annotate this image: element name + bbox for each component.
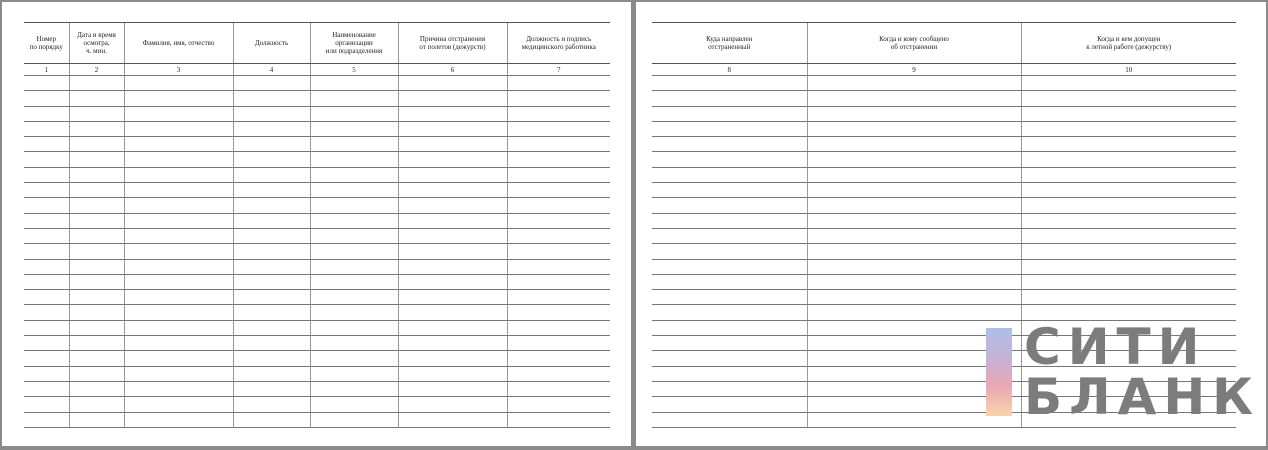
blank-entry-row bbox=[652, 274, 1236, 289]
col-header-medic-signature: Должность и подпись медицинского работника bbox=[507, 23, 610, 64]
blank-cell bbox=[398, 412, 507, 427]
blank-cell bbox=[124, 198, 233, 213]
blank-cell bbox=[310, 167, 398, 182]
blank-cell bbox=[807, 274, 1021, 289]
blank-cell bbox=[1021, 290, 1236, 305]
blank-cell bbox=[124, 412, 233, 427]
blank-cell bbox=[807, 137, 1021, 152]
blank-cell bbox=[24, 198, 69, 213]
blank-entry-row bbox=[652, 91, 1236, 106]
blank-cell bbox=[652, 305, 807, 320]
blank-cell bbox=[24, 213, 69, 228]
blank-cell bbox=[124, 274, 233, 289]
citiblank-watermark-logo bbox=[986, 318, 1261, 426]
blank-cell bbox=[398, 213, 507, 228]
blank-cell bbox=[124, 397, 233, 412]
blank-cell bbox=[233, 228, 310, 243]
blank-cell bbox=[69, 244, 124, 259]
blank-cell bbox=[310, 106, 398, 121]
blank-cell bbox=[1021, 121, 1236, 136]
blank-cell bbox=[1021, 228, 1236, 243]
blank-cell bbox=[652, 259, 807, 274]
blank-cell bbox=[310, 121, 398, 136]
blank-cell bbox=[233, 91, 310, 106]
blank-cell bbox=[124, 152, 233, 167]
blank-cell bbox=[652, 106, 807, 121]
blank-cell bbox=[807, 76, 1021, 91]
col-number: 7 bbox=[507, 64, 610, 76]
blank-cell bbox=[310, 152, 398, 167]
blank-cell bbox=[507, 244, 610, 259]
journal-table-left bbox=[24, 22, 610, 428]
blank-cell bbox=[807, 259, 1021, 274]
col-header-destination: Куда направлен отстраненный bbox=[652, 23, 807, 64]
blank-cell bbox=[398, 76, 507, 91]
blank-entry-row bbox=[24, 336, 610, 351]
blank-cell bbox=[24, 290, 69, 305]
blank-cell bbox=[652, 397, 807, 412]
blank-cell bbox=[1021, 183, 1236, 198]
blank-cell bbox=[69, 183, 124, 198]
blank-cell bbox=[807, 213, 1021, 228]
blank-cell bbox=[652, 336, 807, 351]
column-number-row bbox=[24, 64, 610, 76]
blank-cell bbox=[652, 381, 807, 396]
header-row bbox=[24, 23, 610, 64]
col-header-position: Должность bbox=[233, 23, 310, 64]
blank-cell bbox=[1021, 213, 1236, 228]
blank-cell bbox=[124, 106, 233, 121]
blank-cell bbox=[1021, 76, 1236, 91]
blank-cell bbox=[24, 152, 69, 167]
blank-cell bbox=[398, 320, 507, 335]
blank-cell bbox=[398, 137, 507, 152]
blank-cell bbox=[233, 183, 310, 198]
blank-cell bbox=[507, 412, 610, 427]
col-number: 8 bbox=[652, 64, 807, 76]
blank-cell bbox=[507, 305, 610, 320]
col-number: 5 bbox=[310, 64, 398, 76]
blank-cell bbox=[1021, 106, 1236, 121]
col-header-datetime: Дата и время осмотра, ч. мин. bbox=[69, 23, 124, 64]
blank-cell bbox=[233, 259, 310, 274]
blank-entry-row bbox=[24, 320, 610, 335]
blank-cell bbox=[652, 91, 807, 106]
blank-cell bbox=[807, 228, 1021, 243]
blank-cell bbox=[69, 320, 124, 335]
blank-entry-row bbox=[24, 183, 610, 198]
blank-cell bbox=[233, 121, 310, 136]
blank-entry-row bbox=[652, 290, 1236, 305]
journal-left-page bbox=[2, 2, 631, 446]
col-header-organization: Наименование организации или подразделения bbox=[310, 23, 398, 64]
blank-cell bbox=[1021, 259, 1236, 274]
blank-cell bbox=[24, 336, 69, 351]
blank-cell bbox=[1021, 167, 1236, 182]
blank-cell bbox=[124, 213, 233, 228]
blank-cell bbox=[652, 152, 807, 167]
blank-cell bbox=[69, 290, 124, 305]
blank-cell bbox=[310, 137, 398, 152]
blank-cell bbox=[24, 381, 69, 396]
blank-cell bbox=[233, 244, 310, 259]
blank-cell bbox=[1021, 274, 1236, 289]
blank-cell bbox=[233, 274, 310, 289]
blank-cell bbox=[310, 198, 398, 213]
blank-entry-row bbox=[652, 228, 1236, 243]
blank-cell bbox=[398, 121, 507, 136]
blank-entry-row bbox=[24, 106, 610, 121]
col-number: 1 bbox=[24, 64, 69, 76]
col-header-notified: Когда и кому сообщено об отстранении bbox=[807, 23, 1021, 64]
blank-cell bbox=[124, 121, 233, 136]
blank-cell bbox=[233, 366, 310, 381]
blank-cell bbox=[807, 290, 1021, 305]
blank-cell bbox=[398, 91, 507, 106]
blank-cell bbox=[310, 228, 398, 243]
blank-cell bbox=[398, 290, 507, 305]
blank-cell bbox=[310, 91, 398, 106]
blank-cell bbox=[124, 259, 233, 274]
blank-cell bbox=[233, 320, 310, 335]
blank-cell bbox=[24, 121, 69, 136]
blank-cell bbox=[24, 351, 69, 366]
blank-entry-row bbox=[652, 121, 1236, 136]
blank-cell bbox=[507, 351, 610, 366]
blank-cell bbox=[398, 244, 507, 259]
blank-cell bbox=[69, 228, 124, 243]
blank-cell bbox=[124, 91, 233, 106]
blank-cell bbox=[507, 320, 610, 335]
blank-cell bbox=[310, 397, 398, 412]
blank-cell bbox=[507, 198, 610, 213]
blank-cell bbox=[398, 351, 507, 366]
blank-entry-row bbox=[652, 167, 1236, 182]
blank-cell bbox=[233, 351, 310, 366]
blank-cell bbox=[124, 290, 233, 305]
blank-cell bbox=[507, 228, 610, 243]
blank-entry-row bbox=[24, 412, 610, 427]
blank-cell bbox=[1021, 244, 1236, 259]
logo-text-line-1: СИТИ bbox=[1024, 318, 1207, 376]
blank-entry-row bbox=[24, 244, 610, 259]
blank-cell bbox=[124, 305, 233, 320]
blank-cell bbox=[507, 397, 610, 412]
blank-cell bbox=[507, 290, 610, 305]
blank-cell bbox=[807, 183, 1021, 198]
blank-entry-row bbox=[24, 137, 610, 152]
blank-cell bbox=[69, 351, 124, 366]
blank-cell bbox=[124, 320, 233, 335]
blank-entry-row bbox=[24, 381, 610, 396]
blank-entry-row bbox=[652, 152, 1236, 167]
blank-cell bbox=[652, 412, 807, 427]
blank-cell bbox=[24, 228, 69, 243]
blank-entry-row bbox=[24, 228, 610, 243]
blank-entry-row bbox=[652, 183, 1236, 198]
logo-gradient-bar bbox=[986, 328, 1012, 416]
blank-cell bbox=[652, 351, 807, 366]
logo-text-line-2: БЛАНК bbox=[1024, 368, 1261, 426]
col-header-reason: Причина отстранения от полетов (дежурств) bbox=[398, 23, 507, 64]
blank-cell bbox=[807, 167, 1021, 182]
blank-cell bbox=[24, 305, 69, 320]
blank-cell bbox=[507, 274, 610, 289]
blank-cell bbox=[398, 336, 507, 351]
blank-cell bbox=[24, 412, 69, 427]
blank-cell bbox=[69, 412, 124, 427]
blank-cell bbox=[69, 106, 124, 121]
blank-cell bbox=[310, 290, 398, 305]
blank-cell bbox=[398, 397, 507, 412]
blank-cell bbox=[507, 76, 610, 91]
blank-cell bbox=[652, 76, 807, 91]
blank-cell bbox=[69, 336, 124, 351]
blank-entry-row bbox=[24, 274, 610, 289]
blank-entry-row bbox=[652, 137, 1236, 152]
blank-cell bbox=[233, 167, 310, 182]
blank-cell bbox=[69, 198, 124, 213]
blank-cell bbox=[24, 76, 69, 91]
blank-cell bbox=[807, 152, 1021, 167]
blank-cell bbox=[24, 274, 69, 289]
blank-cell bbox=[124, 137, 233, 152]
blank-cell bbox=[652, 366, 807, 381]
blank-cell bbox=[69, 366, 124, 381]
blank-cell bbox=[24, 259, 69, 274]
blank-cell bbox=[507, 183, 610, 198]
blank-entry-row bbox=[24, 152, 610, 167]
blank-cell bbox=[24, 183, 69, 198]
blank-entry-row bbox=[24, 167, 610, 182]
blank-entry-row bbox=[24, 121, 610, 136]
blank-cell bbox=[310, 351, 398, 366]
blank-entry-row bbox=[652, 106, 1236, 121]
blank-cell bbox=[310, 244, 398, 259]
blank-cell bbox=[24, 320, 69, 335]
blank-cell bbox=[233, 397, 310, 412]
blank-cell bbox=[233, 412, 310, 427]
blank-cell bbox=[24, 397, 69, 412]
blank-cell bbox=[124, 351, 233, 366]
blank-cell bbox=[124, 244, 233, 259]
blank-cell bbox=[310, 366, 398, 381]
blank-entry-row bbox=[24, 259, 610, 274]
blank-cell bbox=[310, 76, 398, 91]
col-number: 4 bbox=[233, 64, 310, 76]
blank-cell bbox=[807, 91, 1021, 106]
col-header-fullname: Фамилия, имя, отчество bbox=[124, 23, 233, 64]
blank-entry-row bbox=[652, 198, 1236, 213]
blank-entry-row bbox=[652, 244, 1236, 259]
col-header-readmitted: Когда и кем допущен к летной работе (дежурству) bbox=[1021, 23, 1236, 64]
blank-cell bbox=[1021, 152, 1236, 167]
blank-cell bbox=[507, 366, 610, 381]
header-row bbox=[652, 23, 1236, 64]
blank-cell bbox=[398, 259, 507, 274]
blank-cell bbox=[24, 137, 69, 152]
blank-cell bbox=[507, 121, 610, 136]
blank-cell bbox=[807, 106, 1021, 121]
blank-cell bbox=[807, 305, 1021, 320]
blank-cell bbox=[233, 137, 310, 152]
blank-cell bbox=[652, 167, 807, 182]
blank-cell bbox=[233, 106, 310, 121]
blank-cell bbox=[233, 152, 310, 167]
blank-cell bbox=[69, 121, 124, 136]
blank-cell bbox=[652, 290, 807, 305]
blank-cell bbox=[310, 320, 398, 335]
blank-cell bbox=[69, 167, 124, 182]
blank-cell bbox=[69, 91, 124, 106]
blank-cell bbox=[233, 76, 310, 91]
blank-cell bbox=[652, 183, 807, 198]
blank-cell bbox=[24, 366, 69, 381]
blank-cell bbox=[507, 106, 610, 121]
blank-cell bbox=[398, 106, 507, 121]
blank-cell bbox=[233, 290, 310, 305]
blank-cell bbox=[507, 152, 610, 167]
blank-cell bbox=[310, 259, 398, 274]
blank-cell bbox=[652, 198, 807, 213]
blank-cell bbox=[398, 228, 507, 243]
blank-entry-row bbox=[24, 198, 610, 213]
blank-cell bbox=[1021, 137, 1236, 152]
blank-cell bbox=[124, 366, 233, 381]
blank-cell bbox=[398, 366, 507, 381]
blank-cell bbox=[398, 167, 507, 182]
blank-cell bbox=[310, 305, 398, 320]
blank-cell bbox=[24, 106, 69, 121]
blank-entry-row bbox=[652, 213, 1236, 228]
blank-cell bbox=[652, 228, 807, 243]
blank-cell bbox=[310, 381, 398, 396]
col-header-number: Номер по порядку bbox=[24, 23, 69, 64]
blank-cell bbox=[24, 167, 69, 182]
col-number: 3 bbox=[124, 64, 233, 76]
blank-cell bbox=[507, 213, 610, 228]
col-number: 9 bbox=[807, 64, 1021, 76]
blank-cell bbox=[310, 274, 398, 289]
blank-cell bbox=[507, 336, 610, 351]
blank-cell bbox=[398, 183, 507, 198]
blank-cell bbox=[233, 381, 310, 396]
blank-cell bbox=[652, 320, 807, 335]
blank-cell bbox=[310, 213, 398, 228]
column-number-row bbox=[652, 64, 1236, 76]
blank-cell bbox=[398, 274, 507, 289]
blank-entry-row bbox=[24, 91, 610, 106]
blank-cell bbox=[69, 274, 124, 289]
blank-cell bbox=[69, 137, 124, 152]
blank-cell bbox=[507, 91, 610, 106]
blank-cell bbox=[233, 305, 310, 320]
col-number: 6 bbox=[398, 64, 507, 76]
blank-cell bbox=[807, 244, 1021, 259]
blank-cell bbox=[69, 259, 124, 274]
blank-cell bbox=[398, 198, 507, 213]
blank-cell bbox=[124, 336, 233, 351]
blank-cell bbox=[652, 121, 807, 136]
blank-cell bbox=[124, 381, 233, 396]
blank-cell bbox=[807, 121, 1021, 136]
blank-entry-row bbox=[24, 366, 610, 381]
blank-cell bbox=[69, 381, 124, 396]
col-number: 10 bbox=[1021, 64, 1236, 76]
blank-cell bbox=[398, 152, 507, 167]
blank-entry-row bbox=[24, 397, 610, 412]
blank-cell bbox=[69, 305, 124, 320]
blank-cell bbox=[233, 213, 310, 228]
blank-cell bbox=[652, 244, 807, 259]
blank-cell bbox=[24, 244, 69, 259]
blank-entry-row bbox=[24, 213, 610, 228]
blank-cell bbox=[24, 91, 69, 106]
blank-entry-row bbox=[652, 76, 1236, 91]
blank-cell bbox=[652, 274, 807, 289]
blank-cell bbox=[69, 76, 124, 91]
journal-right-page bbox=[636, 2, 1266, 446]
blank-cell bbox=[398, 305, 507, 320]
blank-cell bbox=[124, 228, 233, 243]
blank-cell bbox=[652, 213, 807, 228]
blank-cell bbox=[310, 183, 398, 198]
blank-cell bbox=[507, 381, 610, 396]
blank-cell bbox=[310, 336, 398, 351]
blank-entry-row bbox=[24, 76, 610, 91]
blank-cell bbox=[1021, 91, 1236, 106]
blank-cell bbox=[507, 167, 610, 182]
blank-entry-row bbox=[24, 290, 610, 305]
blank-cell bbox=[124, 167, 233, 182]
blank-cell bbox=[233, 198, 310, 213]
blank-entry-row bbox=[652, 259, 1236, 274]
blank-cell bbox=[1021, 198, 1236, 213]
blank-cell bbox=[652, 137, 807, 152]
blank-cell bbox=[124, 183, 233, 198]
blank-entry-row bbox=[24, 351, 610, 366]
blank-cell bbox=[807, 198, 1021, 213]
blank-cell bbox=[507, 259, 610, 274]
blank-cell bbox=[398, 381, 507, 396]
blank-cell bbox=[310, 412, 398, 427]
col-number: 2 bbox=[69, 64, 124, 76]
blank-entry-row bbox=[24, 305, 610, 320]
blank-cell bbox=[69, 213, 124, 228]
blank-cell bbox=[507, 137, 610, 152]
blank-cell bbox=[124, 76, 233, 91]
blank-cell bbox=[69, 397, 124, 412]
blank-cell bbox=[69, 152, 124, 167]
blank-cell bbox=[233, 336, 310, 351]
